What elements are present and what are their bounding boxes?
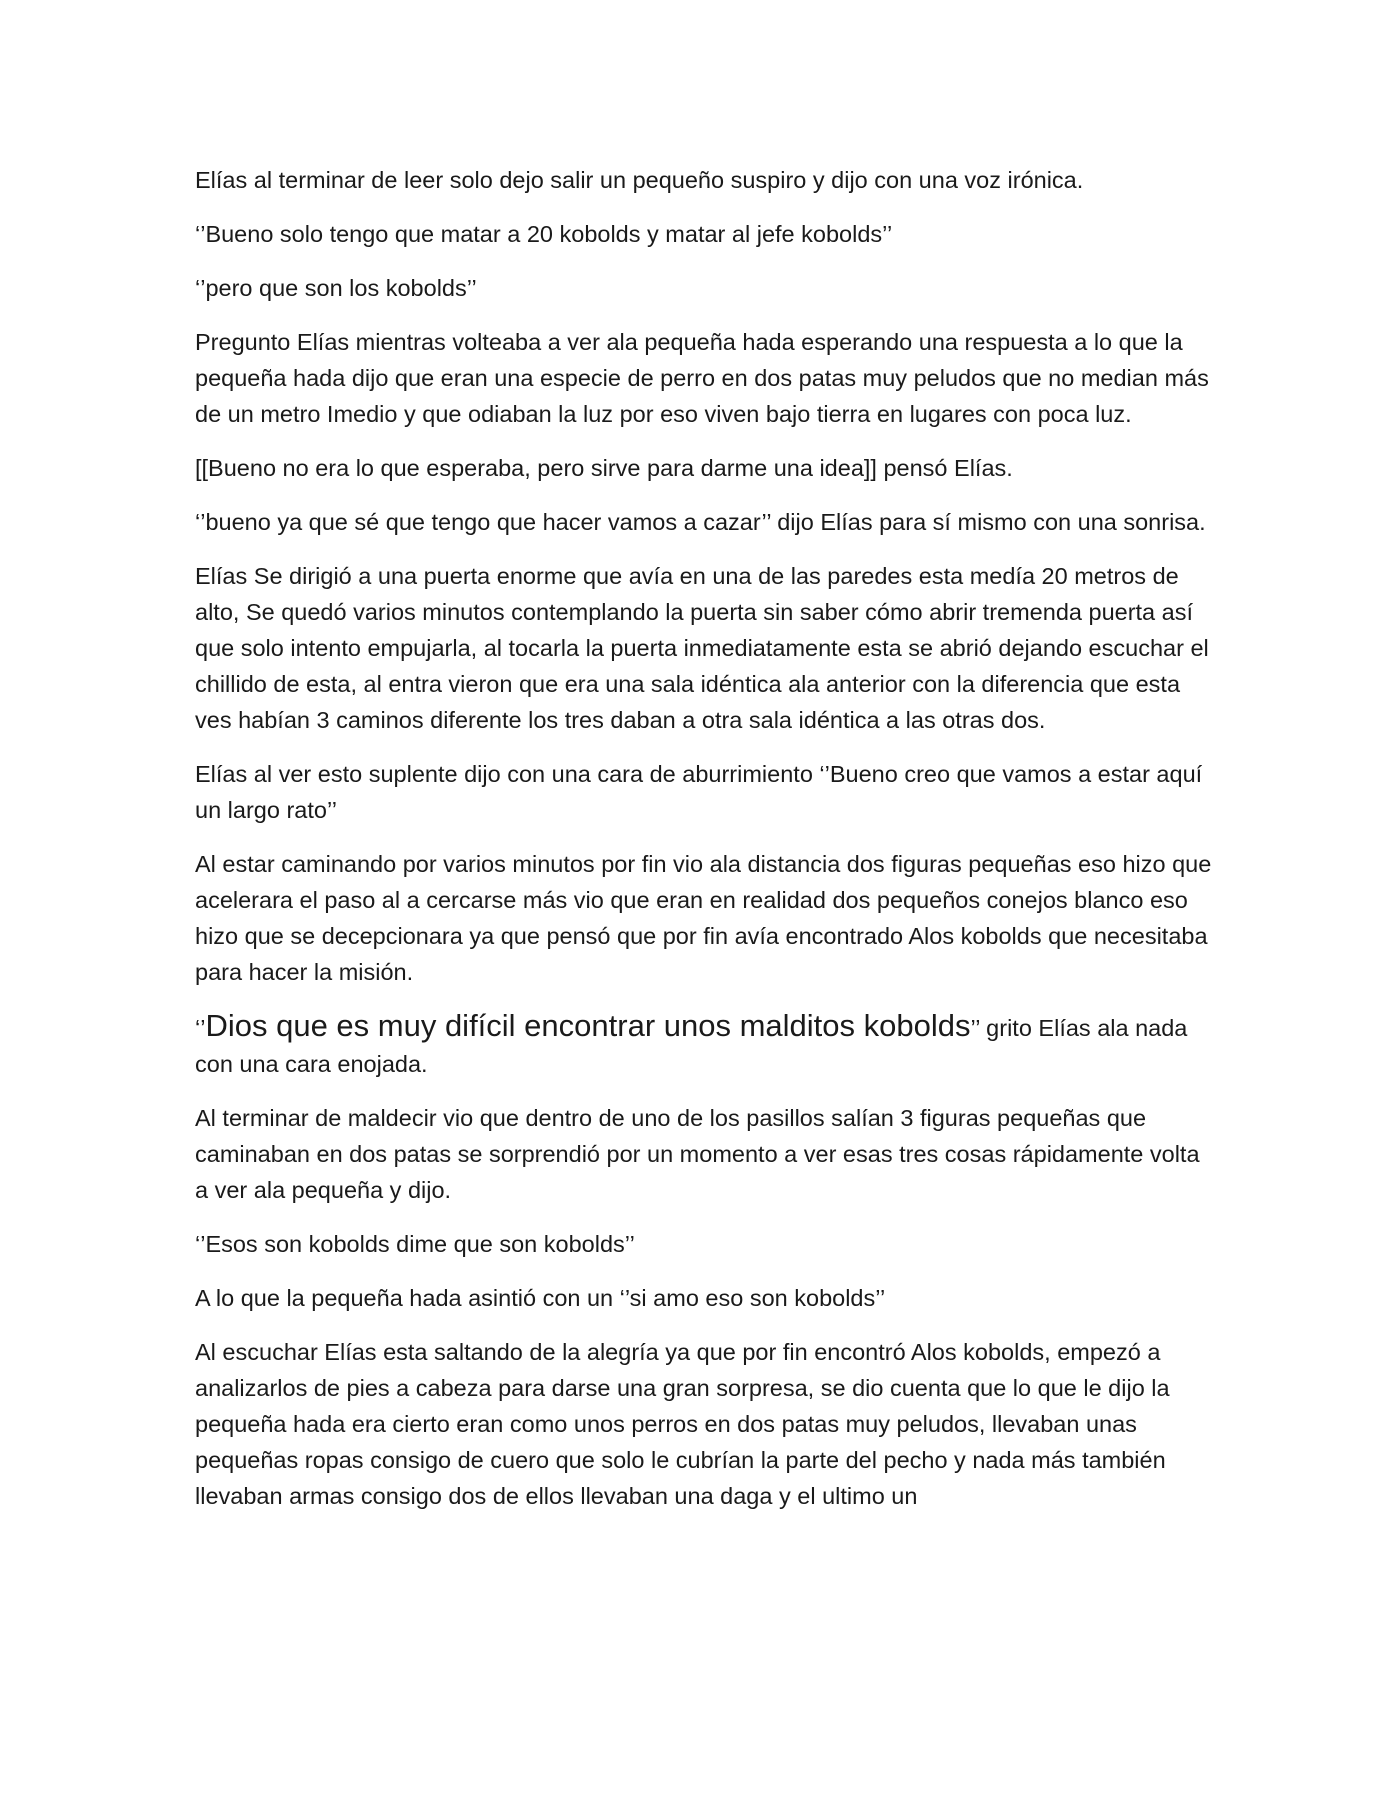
paragraph: ‘’Bueno solo tengo que matar a 20 kobolds y matar al jefe kobolds’’ bbox=[195, 221, 893, 247]
paragraph: Pregunto Elías mientras volteaba a ver ala pequeña hada esperando una respuesta a lo que la pequeña hada dijo que eran una especie de perro en dos patas muy peludos que no median más de un metro Imedio y que odiaban la luz por eso viven bajo tierra en lugares con poca luz. bbox=[195, 329, 1209, 427]
paragraph: Elías al ver esto suplente dijo con una cara de aburrimiento ‘’Bueno creo que vamos a estar aquí un largo rato’’ bbox=[195, 761, 1203, 823]
shout-rest: grito Elías ala nada con una cara enojada. bbox=[195, 1015, 1188, 1077]
shout-close-quote: ’’ bbox=[970, 1015, 980, 1041]
paragraph: Al estar caminando por varios minutos por fin vio ala distancia dos figuras pequeñas eso hizo que acelerara el paso al a cercarse más vio que eran en realidad dos pequeños conejos blanco eso hizo que se decepcionara ya que pensó que por fin avía encontrado Alos kobolds que necesitaba para hacer la misión. bbox=[195, 851, 1212, 985]
document-body bbox=[195, 162, 1215, 1532]
shout-big-text: Dios que es muy difícil encontrar unos malditos kobolds bbox=[205, 1008, 971, 1043]
paragraph: ‘’bueno ya que sé que tengo que hacer vamos a cazar’’ dijo Elías para sí mismo con una sonrisa. bbox=[195, 509, 1206, 535]
paragraph: Elías al terminar de leer solo dejo salir un pequeño suspiro y dijo con una voz irónica. bbox=[195, 167, 1084, 193]
paragraph: A lo que la pequeña hada asintió con un ‘’si amo eso son kobolds’’ bbox=[195, 1285, 886, 1311]
shout-paragraph bbox=[195, 1008, 1215, 1082]
shout-open-quote: ‘’ bbox=[195, 1015, 206, 1041]
paragraph: Al terminar de maldecir vio que dentro de uno de los pasillos salían 3 figuras pequeñas que caminaban en dos patas se sorprendió por un momento a ver esas tres cosas rápidamente volta a ver ala pequeña y dijo. bbox=[195, 1105, 1200, 1203]
paragraph: [[Bueno no era lo que esperaba, pero sirve para darme una idea]] pensó Elías. bbox=[195, 455, 1013, 481]
paragraph: ‘’pero que son los kobolds’’ bbox=[195, 275, 477, 301]
paragraph: Elías Se dirigió a una puerta enorme que avía en una de las paredes esta medía 20 metros de alto, Se quedó varios minutos contemplando la puerta sin saber cómo abrir tremenda puerta así que solo intento empujarla, al tocarla la puerta inmediatamente esta se abrió dejando escuchar el chillido de esta, al entra vieron que era una sala idéntica ala anterior con la diferencia que esta ves habían 3 caminos diferente los tres daban a otra sala idéntica a las otras dos. bbox=[195, 563, 1209, 733]
paragraph: Al escuchar Elías esta saltando de la alegría ya que por fin encontró Alos kobolds, empezó a analizarlos de pies a cabeza para darse una gran sorpresa, se dio cuenta que lo que le dijo la pequeña hada era cierto eran como unos perros en dos patas muy peludos, llevaban unas pequeñas ropas consigo de cuero que solo le cubrían la parte del pecho y nada más también llevaban armas consigo dos de ellos llevaban una daga y el ultimo un bbox=[195, 1339, 1170, 1509]
paragraph: ‘’Esos son kobolds dime que son kobolds’’ bbox=[195, 1231, 635, 1257]
